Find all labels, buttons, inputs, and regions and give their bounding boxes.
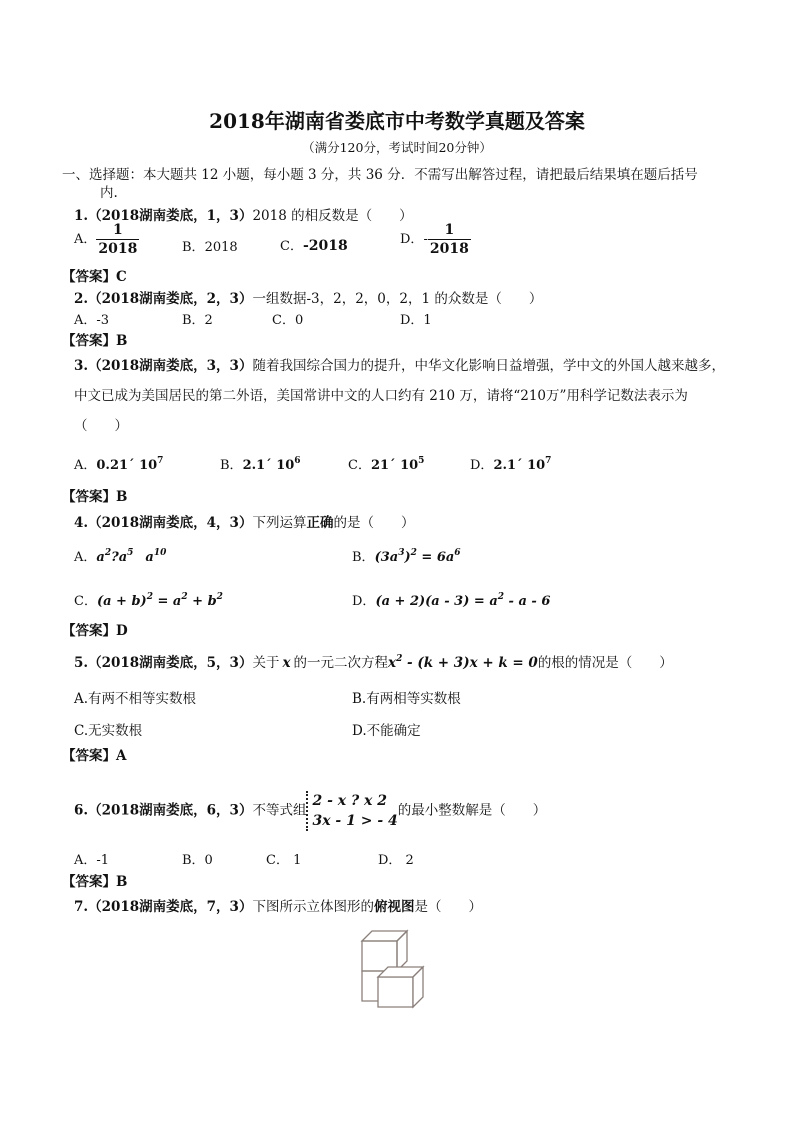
page-subtitle: （满分120分，考试时间20分钟）	[302, 140, 492, 155]
q5-option-a: A.有两不相等实数根	[74, 691, 197, 707]
q3-answer: 【答案】B	[62, 489, 128, 505]
question-6: 6.（2018湖南娄底，6，3）不等式组 2 - x ? x 2 3x - 1 > - 4 的最小整数解是（ ）	[74, 793, 547, 829]
question-7: 7.（2018湖南娄底，7，3）下图所示立体图形的俯视图是（ ）	[74, 899, 482, 915]
question-3-line2: 中文已成为美国居民的第二外语，美国常讲中文的人口约有 210 万，请将“210万”用科学记数法表示为	[74, 388, 688, 404]
q2-answer: 【答案】B	[62, 333, 128, 349]
q4-option-a: A．$a^2?a^5$ $a^{10}$	[74, 548, 167, 565]
q2-option-c: C．0	[272, 313, 304, 328]
question-3-line3: （ ）	[74, 418, 128, 434]
question-2: 2.（2018湖南娄底，2，3）一组数据-3，2，2，0，2，1 的众数是（ ）	[74, 291, 543, 307]
q1-option-a: A． $\frac{1}{2018}$	[74, 222, 138, 257]
q6-option-d: D． 2	[378, 853, 414, 868]
q5-answer: 【答案】A	[62, 748, 127, 764]
q2-option-d: D．1	[400, 313, 432, 328]
q3-option-a: A．0.21´ $10^7$	[74, 456, 164, 473]
inequality-system: 2 - x ? x 2 3x - 1 > - 4	[306, 791, 397, 831]
q4-answer: 【答案】D	[62, 623, 128, 639]
question-5: 5.（2018湖南娄底，5，3）关于 x 的一元二次方程$x^2 - (k + 3)x + k = 0$的根的情况是（ ）	[74, 654, 673, 671]
q1-option-b: B．2018	[182, 240, 238, 255]
q1-option-a-fraction: $\frac{1}{2018}$	[98, 222, 138, 257]
q1-option-d: D．- $\frac{1}{2018}$	[400, 222, 469, 257]
section-heading: 一、选择题：本大题共 12 小题，每小题 3 分，共 36 分．不需写出解答过程，请把最后结果填在题后括号	[62, 167, 698, 183]
question-1	[74, 204, 413, 224]
q3-option-b: B．2.1´ $10^6$	[220, 456, 301, 473]
q2-option-a: A．-3	[74, 313, 110, 328]
q6-option-c: C． 1	[266, 853, 302, 868]
q2-option-b: B．2	[182, 313, 213, 328]
q4-option-d: D．$(a + 2)(a - 3) = a^2 - a - 6$	[352, 592, 551, 609]
q6-option-a: A．-1	[74, 853, 110, 868]
q1-answer: 【答案】C	[62, 269, 127, 285]
question-3: 3.（2018湖南娄底，3，3）随着我国综合国力的提升，中华文化影响日益增强，学中文的外国人越来越多，	[74, 358, 725, 374]
question-1-text: 2018 的相反数是（ ）	[252, 208, 413, 224]
question-4: 4.（2018湖南娄底，4，3）下列运算正确的是（ ）	[74, 515, 415, 531]
q6-option-b: B．0	[182, 853, 213, 868]
q3-option-d: D．2.1´ $10^7$	[470, 456, 552, 473]
question-1-head: 1.（2018湖南娄底，1，3）	[74, 208, 253, 224]
q5-option-d: D.不能确定	[352, 723, 421, 739]
q1-option-d-fraction: $\frac{1}{2018}$	[429, 222, 469, 257]
q1-option-c: C．-2018	[280, 238, 348, 254]
q5-option-b: B.有两相等实数根	[352, 691, 461, 707]
page-title: 2018年湖南省娄底市中考数学真题及答案	[209, 109, 585, 133]
q6-answer: 【答案】B	[62, 874, 128, 890]
section-heading-cont: 内.	[100, 185, 118, 201]
q5-option-c: C.无实数根	[74, 723, 143, 739]
q4-option-c: C．$(a + b)^2 = a^2 + b^2$	[74, 592, 223, 609]
q3-option-c: C．21´ $10^5$	[348, 456, 425, 473]
q4-option-b: B．$(3a^3)^2 = 6a^6$	[352, 548, 461, 565]
cube-stack-figure	[350, 925, 450, 1015]
